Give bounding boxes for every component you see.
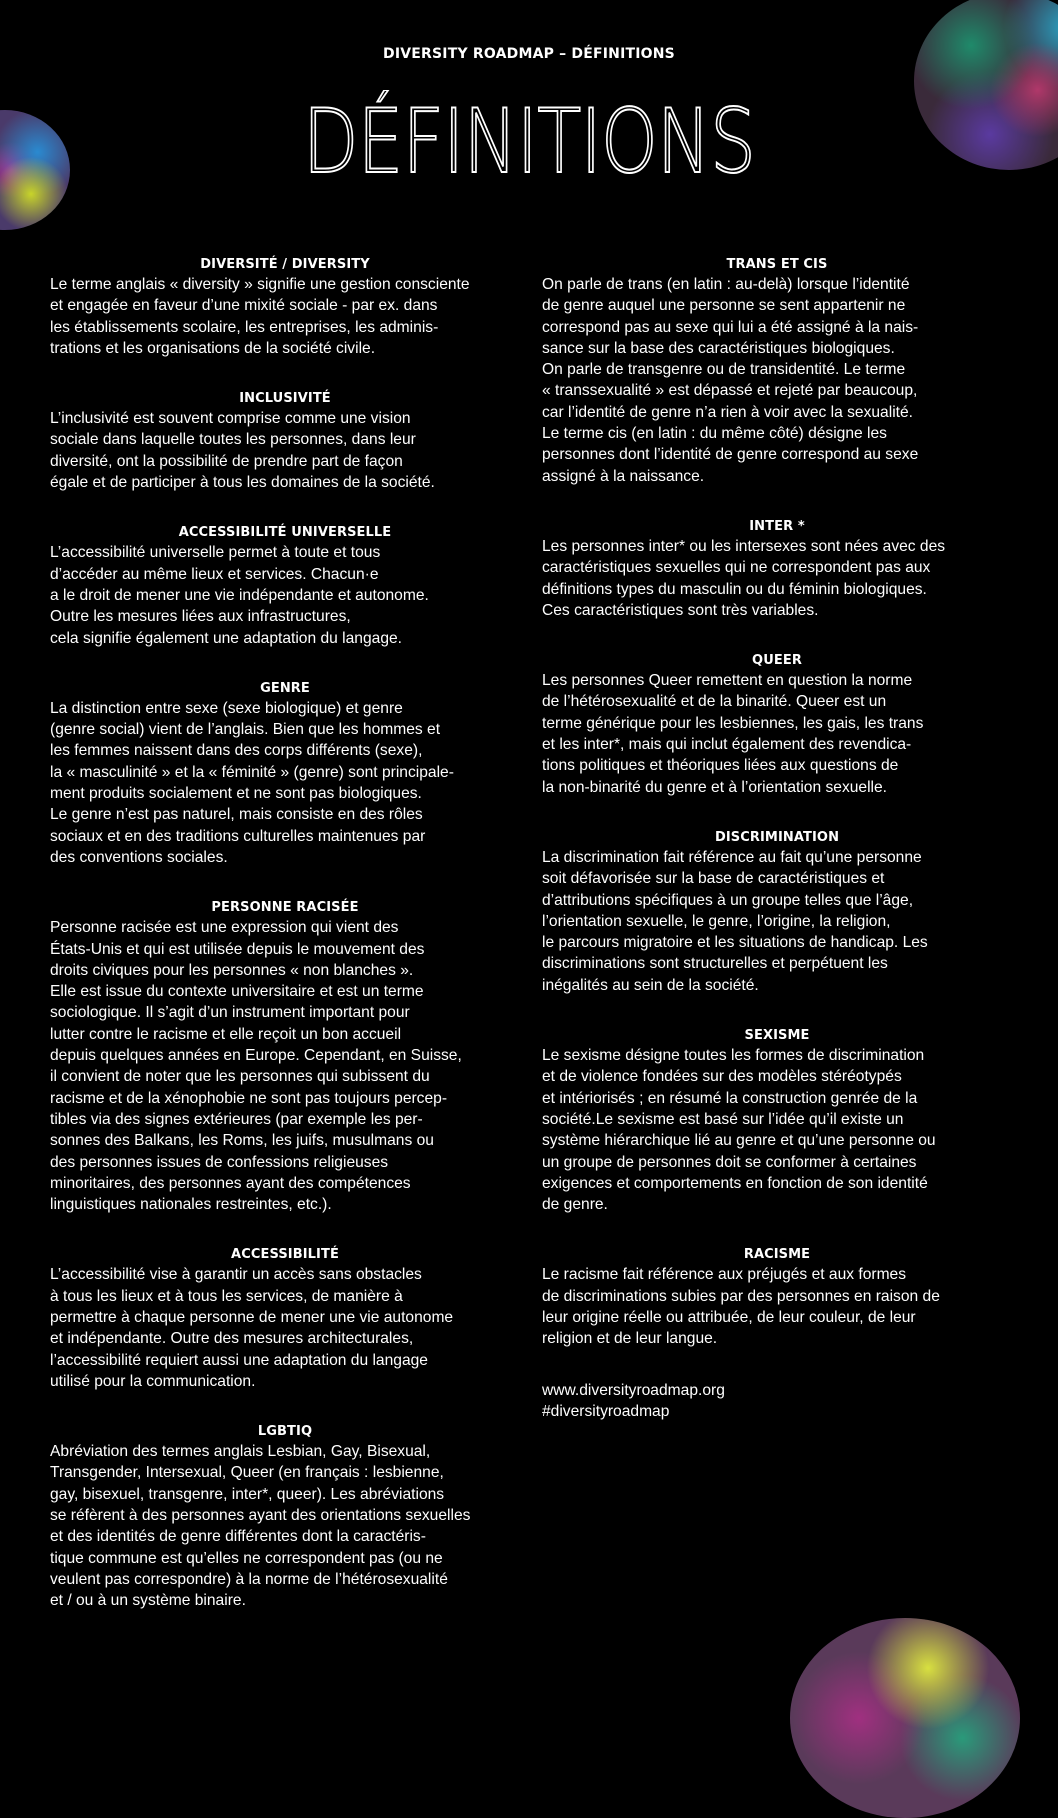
definition-title: TRANS ET CIS bbox=[726, 257, 828, 272]
definition-body: La discrimination fait référence au fait qu’une personne soit défavorisée sur la base de caractéristiques et d’attributions spécifiques à un groupe telles que l’âge, l’orientation sexuelle, le genre, l’origine, la religion, le parcours migratoire et les situations de handicap. Les discriminations sont structurelles et perpétuent les inégalités au sein de la société. bbox=[542, 848, 928, 994]
definition-title: DISCRIMINATION bbox=[714, 829, 840, 845]
definition-accessibilite-universelle bbox=[50, 524, 520, 648]
definition-trans-et-cis bbox=[542, 256, 1012, 487]
header-kicker: DIVERSITY ROADMAP – DÉFINITIONS bbox=[383, 46, 675, 62]
definition-body: Les personnes inter* ou les intersexes sont nées avec des caractéristiques sexuelles qui ne correspondent pas aux définitions types du masculin ou du féminin biologiques. Ces caractéristiques sont très variables. bbox=[542, 537, 946, 619]
definition-body: Le terme anglais « diversity » signifie une gestion consciente et engagée en faveur d’une mixité sociale - par ex. dans les établissements scolaire, les entreprises, les adminis- trations et les organisations de la société civile. bbox=[50, 276, 470, 357]
definition-title: SEXISME bbox=[744, 1028, 810, 1044]
definition-body: L’inclusivité est souvent comprise comme une vision sociale dans laquelle toutes les personnes, dans leur diversité, ont la possibilité de prendre part de façon égale et de participer à tous les domaines de la société. bbox=[50, 410, 435, 492]
page-title: DÉFINITIONS bbox=[302, 90, 756, 193]
definition-accessibilite bbox=[50, 1246, 520, 1392]
definition-racisme bbox=[542, 1246, 1012, 1349]
hashtag-text: #diversityroadmap bbox=[542, 1402, 670, 1420]
definition-title: GENRE bbox=[260, 680, 310, 696]
definition-title: ACCESSIBILITÉ bbox=[231, 1247, 339, 1263]
definition-inter bbox=[542, 518, 1012, 621]
definition-body: L’accessibilité vise à garantir un accès sans obstacles à tous les lieux et à tous les services, de manière à permettre à chaque personne de mener une vie autonome et indépendante. Outre des mesures architecturales, l’accessibilité requiert aussi une adaptation du langage utilisé pour la communication. bbox=[50, 1266, 454, 1390]
definition-title: QUEER bbox=[752, 653, 802, 669]
definition-body: Personne racisée est une expression qui vient des États-Unis et qui est utilisée depuis le mouvement des droits civiques pour les personnes « non blanches ». Elle est issue du contexte universitaire et est un terme sociologique. Il s’agit d’un instrument important pour lutter contre le racisme et elle reçoit un bon accueil depuis quelques années en Europe. Cependant, en Suisse, il convient de noter que les personnes qui subissent du racisme et de la xénophobie ne sont pas toujours percep- tibles via des signes extérieures (par exemple les per- sonnes des Balkans, les Roms, les juifs, musulmans ou des personnes issues de confessions religieuses minoritaires, des personnes ayant des compétences linguistiques nationales restreintes, etc.). bbox=[50, 919, 462, 1214]
left-column bbox=[50, 256, 520, 1612]
definition-title: INTER * bbox=[749, 518, 805, 534]
definition-body: L’accessibilité universelle permet à toute et tous d’accéder au même lieux et services. Chacun·e a le droit de mener une vie indépendante et autonome. Outre les mesures liées aux infrastructures, cela signifie également une adaptation du langage. bbox=[50, 544, 429, 647]
definition-genre bbox=[50, 680, 520, 868]
definition-body: On parle de trans (en latin : au-delà) lorsque l’identité de genre auquel une personne se sent appartenir ne correspond pas au sexe qui lui a été assigné à la nais- sance sur la base des caractéristiques biologiques. On parle de transgenre ou de transidentité. Le terme « transsexualité » est dépassé et rejeté par beaucoup, car l’identité de genre n’a rien à voir avec la sexualité. Le terme cis (en latin : du même côté) désigne les personnes dont l’identité de genre correspond au sexe assigné à la naissance. bbox=[542, 276, 919, 485]
definition-body: Le racisme fait référence aux préjugés et aux formes de discriminations subies par des personnes en raison de leur origine réelle ou attribuée, de leur couleur, de leur religion et de leur langue. bbox=[542, 1266, 940, 1348]
definition-discrimination bbox=[542, 829, 1012, 996]
definition-lgbtiq bbox=[50, 1423, 520, 1611]
definition-diversite bbox=[50, 256, 520, 359]
definition-title: LGBTIQ bbox=[257, 1424, 313, 1440]
definition-title: INCLUSIVITÉ bbox=[239, 391, 331, 407]
definition-title: RACISME bbox=[743, 1247, 811, 1263]
definition-title: DIVERSITÉ / DIVERSITY bbox=[200, 257, 370, 272]
definition-personne-racisee bbox=[50, 899, 520, 1215]
definition-title: PERSONNE RACISÉE bbox=[211, 900, 359, 916]
decorative-blob-left bbox=[0, 110, 70, 230]
website-link[interactable]: www.diversityroadmap.org bbox=[542, 1381, 725, 1399]
definition-queer bbox=[542, 652, 1012, 798]
definition-sexisme bbox=[542, 1027, 1012, 1215]
definition-body: La distinction entre sexe (sexe biologique) et genre (genre social) vient de l’anglais. Bien que les hommes et les femmes naissent dans des corps différents (sexe), la « masculinité » et la « féminité » (genre) sont principale- ment produits socialement et ne sont pas biologiques. Le genre n’est pas naturel, mais consiste en des rôles sociaux et en des traditions culturelles maintenues par des conventions sociales. bbox=[50, 699, 454, 866]
decorative-blob-bottom bbox=[790, 1618, 1020, 1818]
definition-body: Les personnes Queer remettent en question la norme de l’hétérosexualité et de la binarité. Queer est un terme générique pour les lesbiennes, les gais, les trans et les inter*, mais qui inclut également des revendica- tions politiques et théoriques liées aux questions de la non-binarité du genre et à l’orientation sexuelle. bbox=[542, 672, 924, 796]
footer-links bbox=[542, 1380, 1012, 1423]
right-column bbox=[542, 256, 1012, 1422]
definition-inclusivite bbox=[50, 390, 520, 493]
definition-body: Abréviation des termes anglais Lesbian, Gay, Bisexual, Transgender, Intersexual, Queer (en français : lesbienne, gay, bisexuel, transgenre, inter*, queer). Les abréviations se réfèrent à des personnes ayant des orientations sexuelles et des identités de genre différentes dont la caractéris- tique commune est qu’elles ne correspondent pas (ou ne veulent pas correspondre) à la norme de l’hétérosexualité et / ou à un système binaire. bbox=[50, 1443, 471, 1610]
definition-title: ACCESSIBILITÉ UNIVERSELLE bbox=[178, 525, 392, 541]
definition-body: Le sexisme désigne toutes les formes de discrimination et de violence fondées sur des modèles stéréotypés et intériorisés ; en résumé la construction genrée de la société.Le sexisme est basé sur l’idée qu’il existe un système hiérarchique lié au genre et qu’une personne ou un groupe de personnes doit se conformer à certaines exigences et comportements en fonction de son identité de genre. bbox=[542, 1047, 936, 1214]
